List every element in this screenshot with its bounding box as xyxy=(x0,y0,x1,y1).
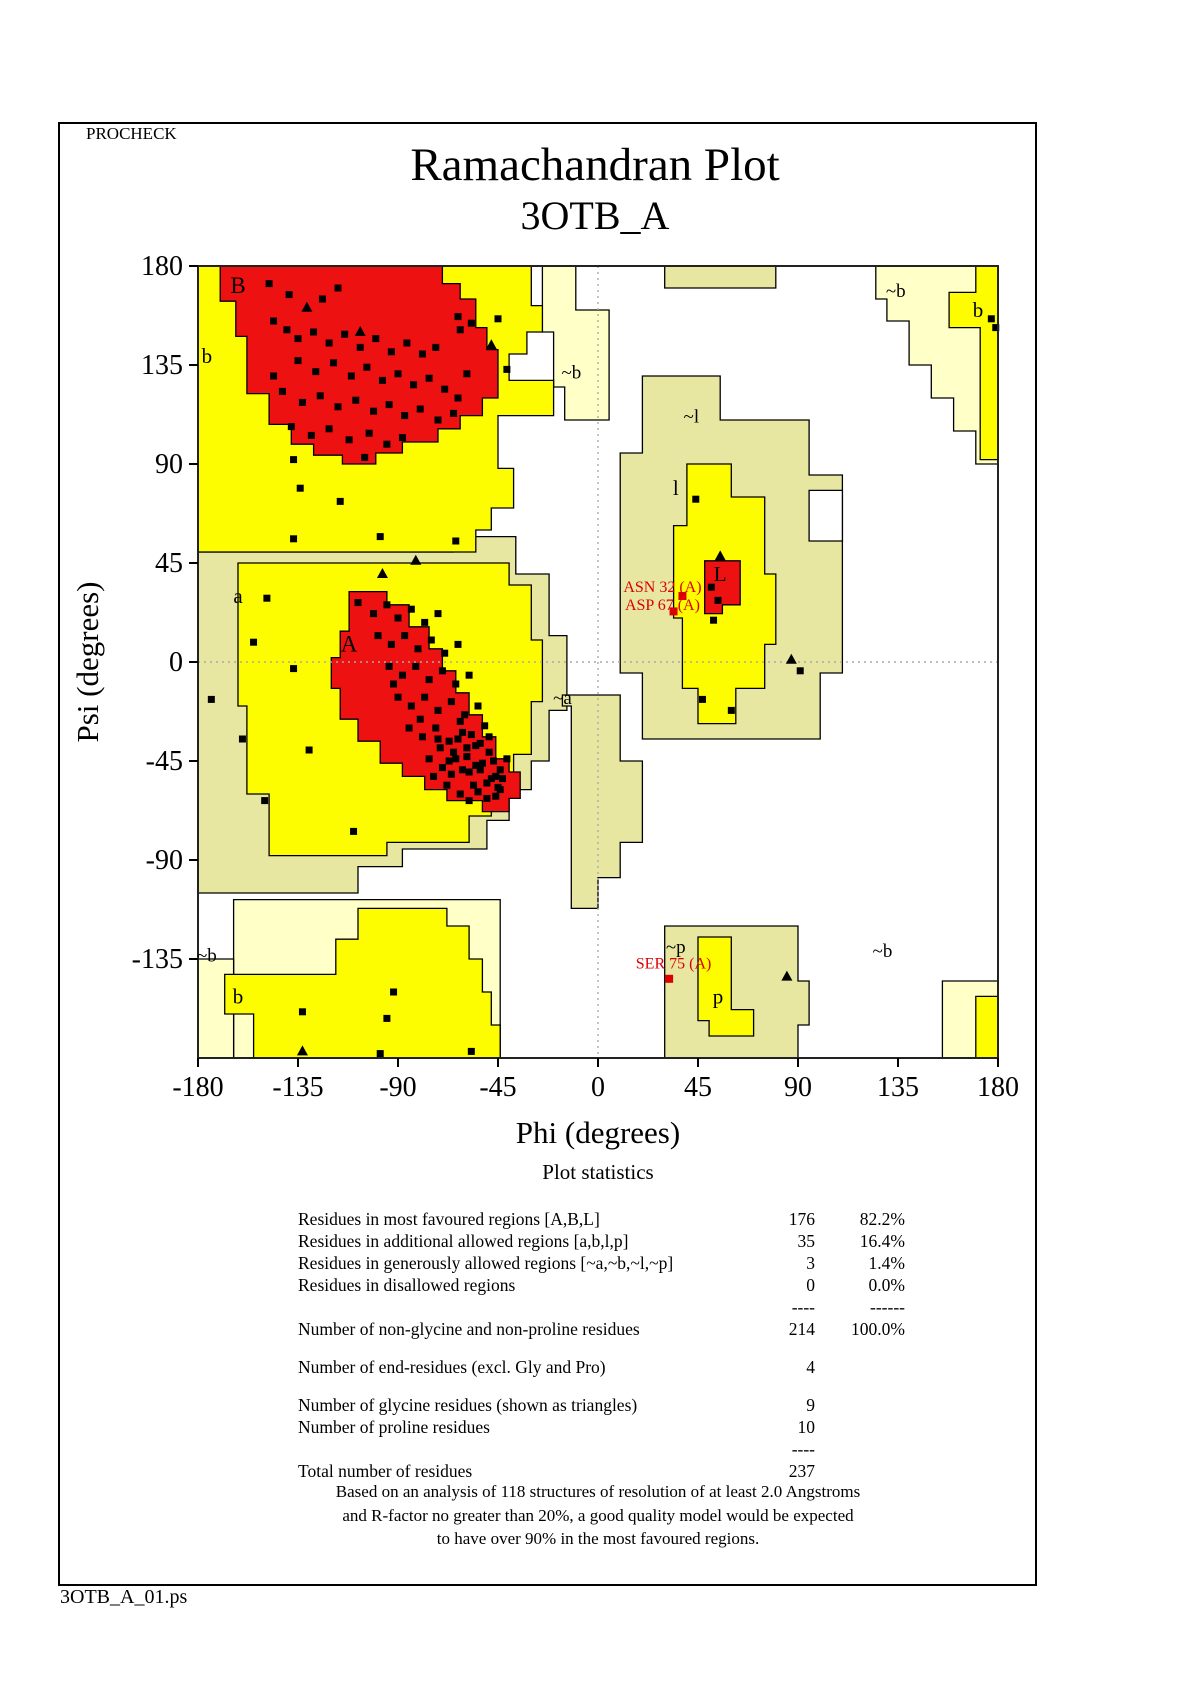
residue-square xyxy=(288,423,295,430)
residue-square xyxy=(472,762,479,769)
residue-square xyxy=(452,755,459,762)
residue-square xyxy=(490,758,497,765)
residue-square xyxy=(390,989,397,996)
residue-square xyxy=(395,694,402,701)
residue-square xyxy=(379,377,386,384)
region-label-tilde-b: ~b xyxy=(872,941,893,963)
stats-row xyxy=(298,1460,938,1482)
region-label-p: p xyxy=(712,984,724,1009)
residue-square xyxy=(410,381,417,388)
residue-square xyxy=(463,370,470,377)
residue-square xyxy=(270,373,277,380)
residue-square xyxy=(412,663,419,670)
residue-square xyxy=(466,672,473,679)
x-axis-title: Phi (degrees) xyxy=(515,1115,681,1150)
residue-square xyxy=(439,667,446,674)
residue-square xyxy=(419,351,426,358)
residue-square xyxy=(408,606,415,613)
residue-square xyxy=(457,326,464,333)
residue-square xyxy=(335,403,342,410)
residue-square xyxy=(350,828,357,835)
y-tick-label: -135 xyxy=(131,944,183,975)
residue-square xyxy=(317,392,324,399)
residue-square xyxy=(357,344,364,351)
region-label-B: B xyxy=(230,272,246,298)
residue-square xyxy=(417,716,424,723)
y-tick-label: 180 xyxy=(141,251,183,282)
stats-row-percent: 0.0% xyxy=(868,1275,905,1295)
residue-square xyxy=(470,782,477,789)
residue-square xyxy=(497,766,504,773)
residue-square xyxy=(388,641,395,648)
y-tick-label: 0 xyxy=(169,647,183,678)
residue-square xyxy=(401,632,408,639)
residue-square xyxy=(463,753,470,760)
residue-square xyxy=(455,641,462,648)
residue-label: ASN 32 (A) xyxy=(623,579,702,597)
residue-square xyxy=(355,599,362,606)
residue-square xyxy=(239,736,246,743)
region-label-tilde-b: ~b xyxy=(885,281,906,303)
ps-filename: 3OTB_A_01.ps xyxy=(60,1586,188,1608)
residue-square xyxy=(492,793,499,800)
footer-note xyxy=(0,1480,1190,1551)
stats-row-value: 176 xyxy=(788,1209,815,1229)
residue-square xyxy=(403,340,410,347)
residue-square xyxy=(479,760,486,767)
stats-row xyxy=(298,1394,938,1416)
residue-square xyxy=(261,797,268,804)
procheck-label: PROCHECK xyxy=(86,124,177,143)
residue-square xyxy=(408,703,415,710)
residue-square xyxy=(797,667,804,674)
residue-square xyxy=(486,749,493,756)
residue-square xyxy=(326,340,333,347)
residue-square xyxy=(370,408,377,415)
residue-square xyxy=(286,291,293,298)
footer-line: and R-factor no greater than 20%, a good quality model would be expected xyxy=(342,1505,854,1525)
stats-divider: ---- ------ xyxy=(791,1297,905,1317)
stats-row-label: Residues in most favoured regions [A,B,L] xyxy=(298,1209,600,1229)
residue-square xyxy=(446,738,453,745)
residue-square xyxy=(383,441,390,448)
stats-divider: ---- xyxy=(791,1439,815,1459)
stats-row-percent: 82.2% xyxy=(859,1209,905,1229)
region-label-tilde-l: ~l xyxy=(683,406,700,428)
region-label-tilde-p: ~p xyxy=(665,936,686,958)
residue-square xyxy=(377,533,384,540)
y-tick-label: 135 xyxy=(141,350,183,381)
residue-square xyxy=(250,639,257,646)
residue-square xyxy=(452,681,459,688)
stats-row xyxy=(298,1356,938,1378)
residue-square xyxy=(417,406,424,413)
stats-row-value: 9 xyxy=(806,1395,815,1415)
region-label-tilde-b: ~b xyxy=(561,362,582,384)
y-axis-title: Psi (degrees) xyxy=(70,581,105,743)
residue-square xyxy=(435,417,442,424)
residue-square xyxy=(388,348,395,355)
region-tilde-a-tongue xyxy=(562,695,642,908)
residue-square xyxy=(386,401,393,408)
residue-square xyxy=(383,1015,390,1022)
residue-square xyxy=(435,610,442,617)
residue-square xyxy=(270,318,277,325)
residue-square xyxy=(399,672,406,679)
residue-square xyxy=(279,388,286,395)
footer-line: Based on an analysis of 118 structures of resolution of at least 2.0 Angstroms xyxy=(335,1482,861,1501)
residue-square xyxy=(503,366,510,373)
residue-square xyxy=(290,665,297,672)
residue-square xyxy=(377,1050,384,1057)
x-tick-label: -135 xyxy=(272,1072,324,1103)
page-title: Ramachandran Plot xyxy=(410,139,780,191)
residue-square xyxy=(450,410,457,417)
residue-square xyxy=(468,731,475,738)
residue-square xyxy=(435,736,442,743)
labeled-residue-square xyxy=(665,975,673,983)
region-label-b: b xyxy=(201,344,213,369)
residue-square xyxy=(988,315,995,322)
residue-square xyxy=(488,775,495,782)
region-tilde-p xyxy=(665,926,809,1058)
residue-square xyxy=(372,335,379,342)
residue-square xyxy=(370,610,377,617)
residue-square xyxy=(448,771,455,778)
residue-square xyxy=(341,331,348,338)
residue-square xyxy=(426,755,433,762)
residue-label: ASP 67 (A) xyxy=(624,596,700,614)
residue-square xyxy=(290,535,297,542)
stats-row-percent: 16.4% xyxy=(859,1231,905,1251)
stats-row-label: Total number of residues xyxy=(298,1461,473,1481)
residue-square xyxy=(428,637,435,644)
residue-square xyxy=(481,722,488,729)
residue-square xyxy=(466,797,473,804)
residue-square xyxy=(395,370,402,377)
residue-square xyxy=(475,703,482,710)
residue-square xyxy=(306,747,313,754)
residue-square xyxy=(439,764,446,771)
x-tick-label: 135 xyxy=(877,1072,919,1103)
residue-square xyxy=(419,733,426,740)
stats-row-value: 0 xyxy=(806,1275,815,1295)
residue-square xyxy=(399,434,406,441)
residue-square xyxy=(299,1008,306,1015)
y-tick-label: 45 xyxy=(155,548,183,579)
x-tick-label: 45 xyxy=(684,1072,712,1103)
stats-heading: Plot statistics xyxy=(542,1160,654,1184)
residue-square xyxy=(406,725,413,732)
x-tick-label: -45 xyxy=(479,1072,517,1103)
stats-row xyxy=(298,1252,938,1274)
residue-square xyxy=(375,632,382,639)
stats-row-value: 10 xyxy=(797,1417,815,1437)
residue-square xyxy=(266,280,273,287)
residue-square xyxy=(457,718,464,725)
structure-id-subtitle: 3OTB_A xyxy=(520,193,670,238)
footer-line: to have over 90% in the most favoured regions. xyxy=(436,1529,760,1548)
residue-square xyxy=(426,375,433,382)
residue-square xyxy=(486,733,493,740)
residue-square xyxy=(468,320,475,327)
residue-square xyxy=(395,615,402,622)
stats-row-label: Number of end-residues (excl. Gly and Pro) xyxy=(298,1357,606,1377)
x-tick-label: -180 xyxy=(172,1072,224,1103)
residue-square xyxy=(443,782,450,789)
residue-square xyxy=(366,430,373,437)
region-label-l: l xyxy=(672,476,679,501)
residue-square xyxy=(263,595,270,602)
residue-square xyxy=(457,791,464,798)
region-label-L: L xyxy=(713,562,727,586)
residue-square xyxy=(499,775,506,782)
residue-square xyxy=(503,755,510,762)
residue-square xyxy=(335,285,342,292)
residue-square xyxy=(466,769,473,776)
residue-square xyxy=(330,359,337,366)
residue-square xyxy=(346,436,353,443)
residue-square xyxy=(401,412,408,419)
region-label-b: b xyxy=(972,298,984,322)
residue-square xyxy=(421,619,428,626)
residue-square xyxy=(383,601,390,608)
residue-square xyxy=(455,395,462,402)
region-tilde-l-top-strip xyxy=(665,266,776,288)
stats-row-value: 214 xyxy=(788,1319,815,1339)
residue-square xyxy=(430,773,437,780)
y-tick-label: 90 xyxy=(155,449,183,480)
residue-square xyxy=(435,707,442,714)
stats-row-label: Number of non-glycine and non-proline residues xyxy=(298,1319,640,1339)
stats-row-label: Residues in disallowed regions xyxy=(298,1275,516,1295)
residue-square xyxy=(441,650,448,657)
residue-square xyxy=(310,329,317,336)
region-label-tilde-b: ~b xyxy=(196,945,217,967)
residue-square xyxy=(715,597,722,604)
residue-square xyxy=(452,538,459,545)
region-notch-white xyxy=(809,490,842,541)
residue-square xyxy=(421,694,428,701)
residue-square xyxy=(363,364,370,371)
stats-row-value: 35 xyxy=(797,1231,815,1251)
plot-statistics xyxy=(298,1208,938,1482)
stats-row xyxy=(298,1416,938,1438)
residue-square xyxy=(459,766,466,773)
stats-row-value: 3 xyxy=(806,1253,815,1273)
y-tick-label: -90 xyxy=(145,845,183,876)
residue-square xyxy=(432,344,439,351)
residue-square xyxy=(295,357,302,364)
residue-square xyxy=(352,397,359,404)
stats-row xyxy=(298,1208,938,1230)
residue-square xyxy=(297,485,304,492)
residue-square xyxy=(426,676,433,683)
stats-row-label: Residues in generously allowed regions [~a,~b,~l,~p] xyxy=(298,1253,674,1273)
residue-square xyxy=(475,788,482,795)
residue-square xyxy=(728,707,735,714)
stats-row xyxy=(298,1274,938,1296)
residue-square xyxy=(463,744,470,751)
stats-row-label: Residues in additional allowed regions [a,b,l,p] xyxy=(298,1231,629,1251)
region-label-a: a xyxy=(233,584,243,608)
residue-square xyxy=(710,617,717,624)
residue-square xyxy=(455,736,462,743)
residue-square xyxy=(299,399,306,406)
region-label-tilde-a: ~a xyxy=(553,688,572,710)
residue-square xyxy=(312,368,319,375)
stats-row-percent: 1.4% xyxy=(868,1253,905,1273)
residue-square xyxy=(483,795,490,802)
stats-row-label: Number of glycine residues (shown as triangles) xyxy=(298,1395,638,1415)
stats-row-value: 237 xyxy=(788,1461,815,1481)
x-tick-label: 180 xyxy=(977,1072,1019,1103)
residue-square xyxy=(495,315,502,322)
residue-square xyxy=(468,1048,475,1055)
residue-square xyxy=(432,725,439,732)
residue-square xyxy=(308,432,315,439)
residue-square xyxy=(495,784,502,791)
stats-row xyxy=(298,1230,938,1252)
y-tick-label: -45 xyxy=(145,746,183,777)
residue-square xyxy=(437,744,444,751)
residue-square xyxy=(477,740,484,747)
region-b-bottom-right-strip xyxy=(976,996,998,1058)
residue-square xyxy=(390,681,397,688)
residue-square xyxy=(361,454,368,461)
residue-square xyxy=(337,498,344,505)
residue-square xyxy=(348,373,355,380)
residue-square xyxy=(290,456,297,463)
residue-square xyxy=(699,696,706,703)
residue-square xyxy=(448,698,455,705)
region-label-A: A xyxy=(340,631,358,657)
residue-square xyxy=(692,496,699,503)
residue-square xyxy=(415,645,422,652)
stats-row-label: Number of proline residues xyxy=(298,1417,490,1437)
region-label-b: b xyxy=(232,984,244,1009)
residue-square xyxy=(208,696,215,703)
x-tick-label: 0 xyxy=(591,1072,605,1103)
residue-square xyxy=(319,296,326,303)
residue-square xyxy=(326,425,333,432)
residue-square xyxy=(386,663,393,670)
residue-square xyxy=(450,749,457,756)
x-tick-label: -90 xyxy=(379,1072,417,1103)
residue-square xyxy=(441,386,448,393)
residue-label: SER 75 (A) xyxy=(635,955,712,973)
x-tick-label: 90 xyxy=(784,1072,812,1103)
residue-square xyxy=(455,313,462,320)
stats-row-value: 4 xyxy=(806,1357,815,1377)
residue-square xyxy=(461,711,468,718)
residue-square xyxy=(295,335,302,342)
residue-square xyxy=(283,326,290,333)
stats-row-percent: 100.0% xyxy=(851,1319,905,1339)
stats-row xyxy=(298,1318,938,1340)
residue-square xyxy=(459,729,466,736)
residue-square xyxy=(446,758,453,765)
